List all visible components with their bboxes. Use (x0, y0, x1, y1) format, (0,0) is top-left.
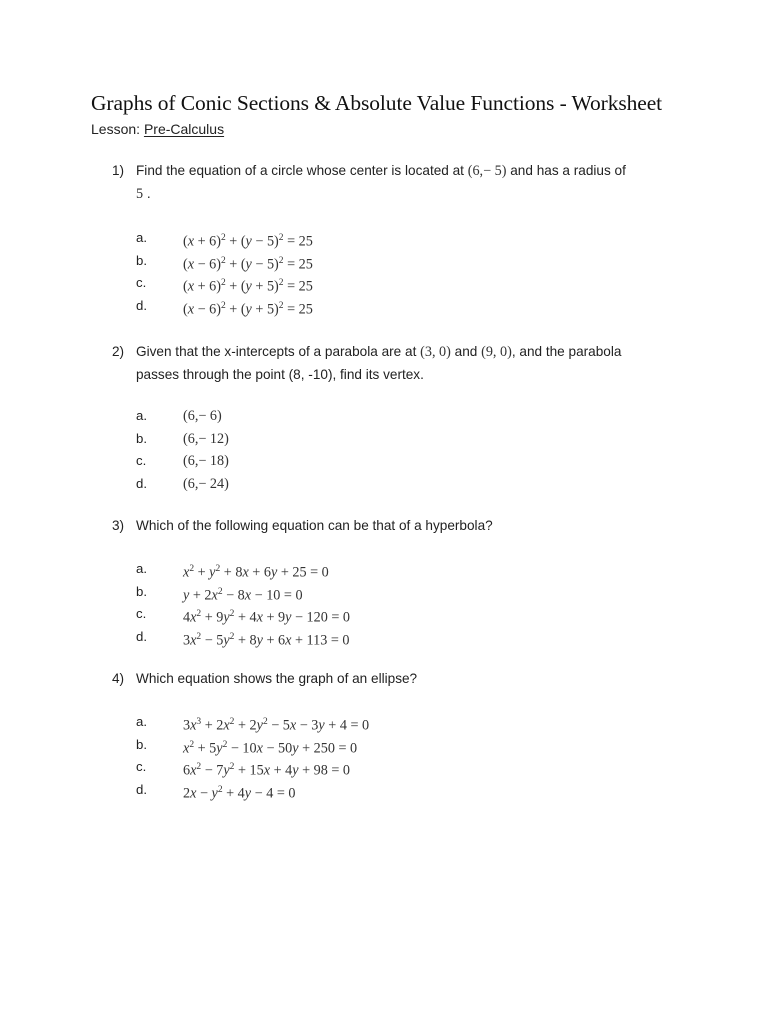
question-text: passes through the point (8, -10), find its vertex. (136, 367, 424, 382)
question-text-line (136, 518, 493, 534)
question-text: , and the parabola (511, 344, 622, 359)
question-text: Which equation shows the graph of an ellipse? (136, 671, 418, 686)
option-expression: $6x^2 - 7y^2 + 15x + 4y + 98 = 0$ (183, 762, 351, 779)
option-letter: a. (136, 714, 147, 729)
inline-math: (6,− 5) (467, 163, 507, 179)
option-expression: $y + 2x^2 - 8x - 10 = 0$ (183, 586, 303, 604)
option-letter: c. (136, 606, 147, 622)
question-text: Which of the following equation can be that of a hyperbola? (136, 518, 493, 533)
option-expression: $(x + 6)^2 + (y - 5)^2 = 25$ (183, 233, 313, 250)
question-text-line (136, 163, 626, 179)
option-letter: a. (136, 561, 147, 576)
option-expression: (6,− 12) (183, 430, 229, 447)
worksheet-title: Graphs of Conic Sections & Absolute Value Functions - Worksheet (91, 91, 663, 115)
question-text-line (136, 186, 151, 202)
inline-math: (9, 0) (481, 344, 512, 360)
option-letter: b. (136, 736, 147, 752)
option-letter: d. (136, 781, 147, 797)
option-letter: c. (136, 453, 147, 469)
question-number: 1) (112, 163, 125, 178)
option-expression: $x^2 + y^2 + 8x + 6y + 25 = 0$ (183, 564, 329, 581)
lesson-line (91, 121, 224, 137)
option-letter: b. (136, 583, 147, 599)
option-expression: $3x^3 + 2x^2 + 2y^2 - 5x - 3y + 4 = 0$ (183, 717, 370, 734)
question-text-line (136, 671, 417, 687)
option-letter: a. (136, 230, 147, 245)
option-letter: c. (136, 275, 147, 291)
question-number: 2) (112, 344, 125, 359)
lesson-link[interactable]: Pre-Calculus (143, 121, 225, 137)
option-expression: $3x^2 - 5y^2 + 8y + 6x + 113 = 0$ (183, 631, 350, 649)
question-number: 3) (112, 518, 125, 533)
option-letter: d. (136, 628, 147, 644)
question-text-line (136, 344, 621, 360)
inline-math: 5 (136, 186, 144, 202)
inline-math: (3, 0) (420, 344, 451, 360)
option-expression: (6,− 18) (183, 453, 229, 470)
option-letter: a. (136, 408, 147, 423)
question-text: . (143, 186, 151, 201)
option-expression: $x^2 + 5y^2 - 10x - 50y + 250 = 0$ (183, 739, 358, 757)
option-letter: d. (136, 475, 147, 491)
question-text: Given that the x-intercepts of a parabola are at (136, 344, 421, 359)
option-letter: d. (136, 297, 147, 313)
option-expression: $2x - y^2 + 4y - 4 = 0$ (183, 784, 296, 802)
option-expression: (6,− 6) (183, 408, 222, 424)
option-expression: $(x - 6)^2 + (y + 5)^2 = 25$ (183, 300, 313, 318)
option-letter: b. (136, 252, 147, 268)
lesson-label: Lesson: (91, 121, 144, 137)
option-expression: $(x - 6)^2 + (y - 5)^2 = 25$ (183, 255, 313, 273)
option-expression: $4x^2 + 9y^2 + 4x + 9y - 120 = 0$ (183, 609, 351, 626)
option-expression: (6,− 24) (183, 475, 229, 492)
option-letter: c. (136, 759, 147, 775)
question-text-line (136, 367, 424, 383)
option-letter: b. (136, 430, 147, 446)
question-text: Find the equation of a circle whose center is located at (136, 163, 468, 178)
option-expression: $(x + 6)^2 + (y + 5)^2 = 25$ (183, 278, 313, 295)
question-text: and (450, 344, 482, 359)
question-text: and has a radius of (506, 163, 626, 178)
question-number: 4) (112, 671, 125, 686)
